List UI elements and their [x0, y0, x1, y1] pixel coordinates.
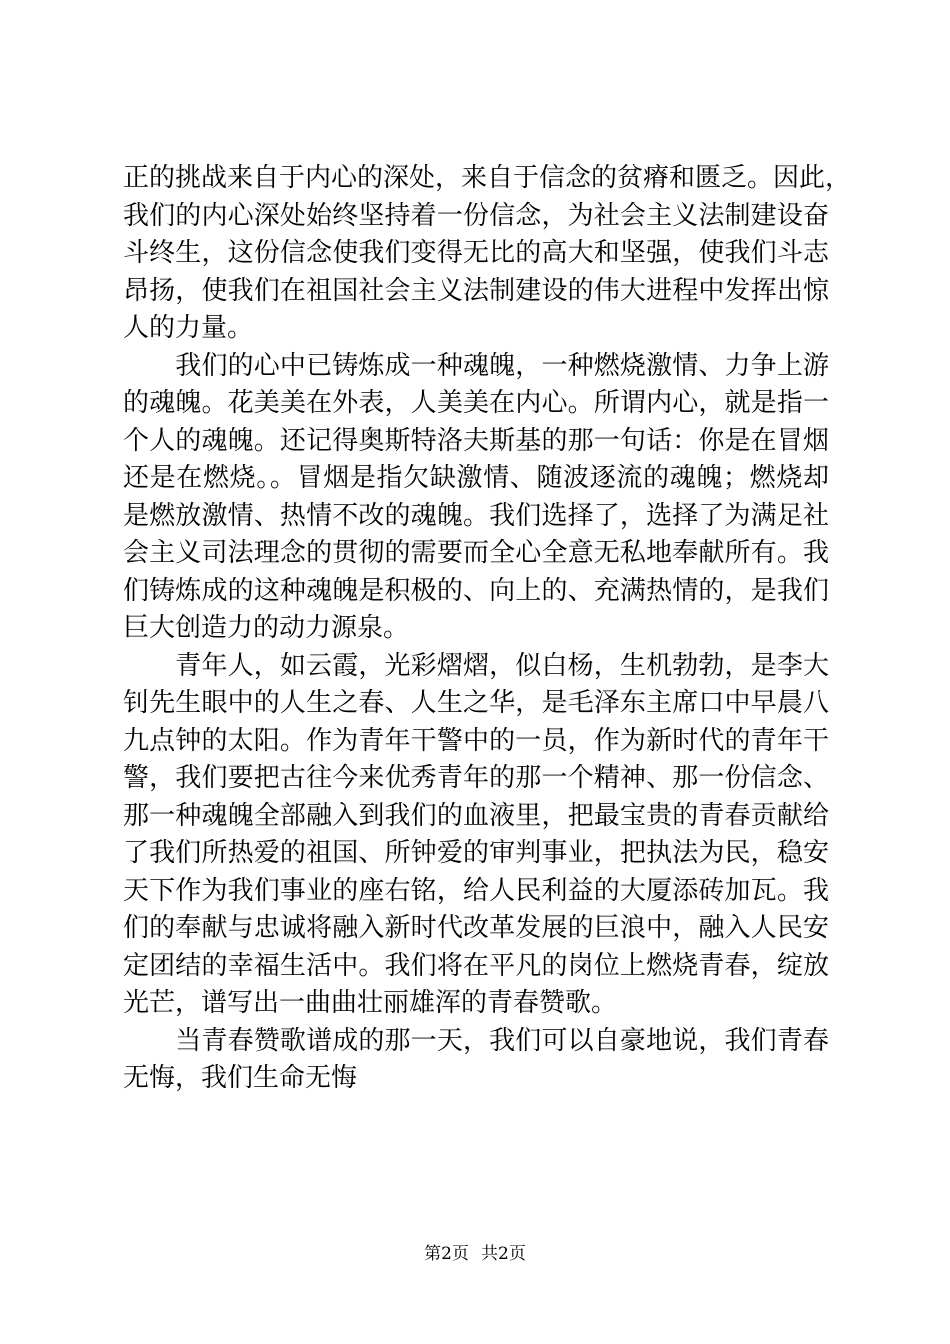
text-line: 巨大创造力的动力源泉。 — [123, 613, 410, 643]
body-text — [123, 160, 852, 1098]
page-number-current: 第2页 — [424, 1244, 469, 1264]
text-line: 定团结的幸福生活中。我们将在平凡的岗位上燃烧青春，绽放 — [123, 950, 829, 981]
text-line: 们铸炼成的这种魂魄是积极的、向上的、充满热情的，是我们 — [123, 575, 829, 606]
page-number-total: 共2页 — [481, 1244, 526, 1264]
text-line: 我们的内心深处始终坚持着一份信念，为社会主义法制建设奋 — [123, 200, 829, 231]
text-line: 是燃放激情、热情不改的魂魄。我们选择了，选择了为满足社 — [123, 500, 829, 531]
text-line: 九点钟的太阳。作为青年干警中的一员，作为新时代的青年干 — [123, 725, 829, 756]
text-line: 无悔，我们生命无悔 — [123, 1063, 358, 1093]
text-line: 钊先生眼中的人生之春、人生之华，是毛泽东主席口中早晨八 — [123, 688, 829, 718]
text-line: 们的奉献与忠诚将融入新时代改革发展的巨浪中，融入人民安 — [123, 913, 829, 943]
text-line: 青年人，如云霞，光彩熠熠，似白杨，生机勃勃，是李大 — [123, 650, 829, 681]
text-line: 光芒，谱写出一曲曲壮丽雄浑的青春赞歌。 — [123, 988, 618, 1018]
text-line: 正的挑战来自于内心的深处，来自于信念的贫瘠和匮乏。因此， — [123, 163, 852, 193]
text-line: 斗终生，这份信念使我们变得无比的高大和坚强，使我们斗志 — [123, 238, 829, 268]
text-line: 天下作为我们事业的座右铭，给人民利益的大厦添砖加瓦。我 — [123, 875, 829, 906]
text-line: 会主义司法理念的贯彻的需要而全心全意无私地奉献所有。我 — [123, 538, 829, 568]
text-line: 我们的心中已铸炼成一种魂魄，一种燃烧激情、力争上游 — [123, 350, 829, 381]
text-line: 人的力量。 — [123, 313, 254, 343]
text-line: 当青春赞歌谱成的那一天，我们可以自豪地说，我们青春 — [123, 1025, 829, 1056]
text-line: 的魂魄。花美美在外表，人美美在内心。所谓内心，就是指一 — [123, 388, 829, 418]
text-line: 昂扬，使我们在祖国社会主义法制建设的伟大进程中发挥出惊 — [123, 275, 829, 306]
page-footer — [0, 1244, 950, 1264]
text-line: 了我们所热爱的祖国、所钟爱的审判事业，把执法为民，稳安 — [123, 838, 829, 868]
text-line: 个人的魂魄。还记得奥斯特洛夫斯基的那一句话：你是在冒烟 — [123, 425, 829, 456]
text-line: 那一种魂魄全部融入到我们的血液里，把最宝贵的青春贡献给 — [123, 800, 829, 831]
text-line: 还是在燃烧。。冒烟是指欠缺激情、随波逐流的魂魄；燃烧却 — [123, 463, 829, 493]
text-line: 警，我们要把古往今来优秀青年的那一个精神、那一份信念、 — [123, 763, 829, 793]
